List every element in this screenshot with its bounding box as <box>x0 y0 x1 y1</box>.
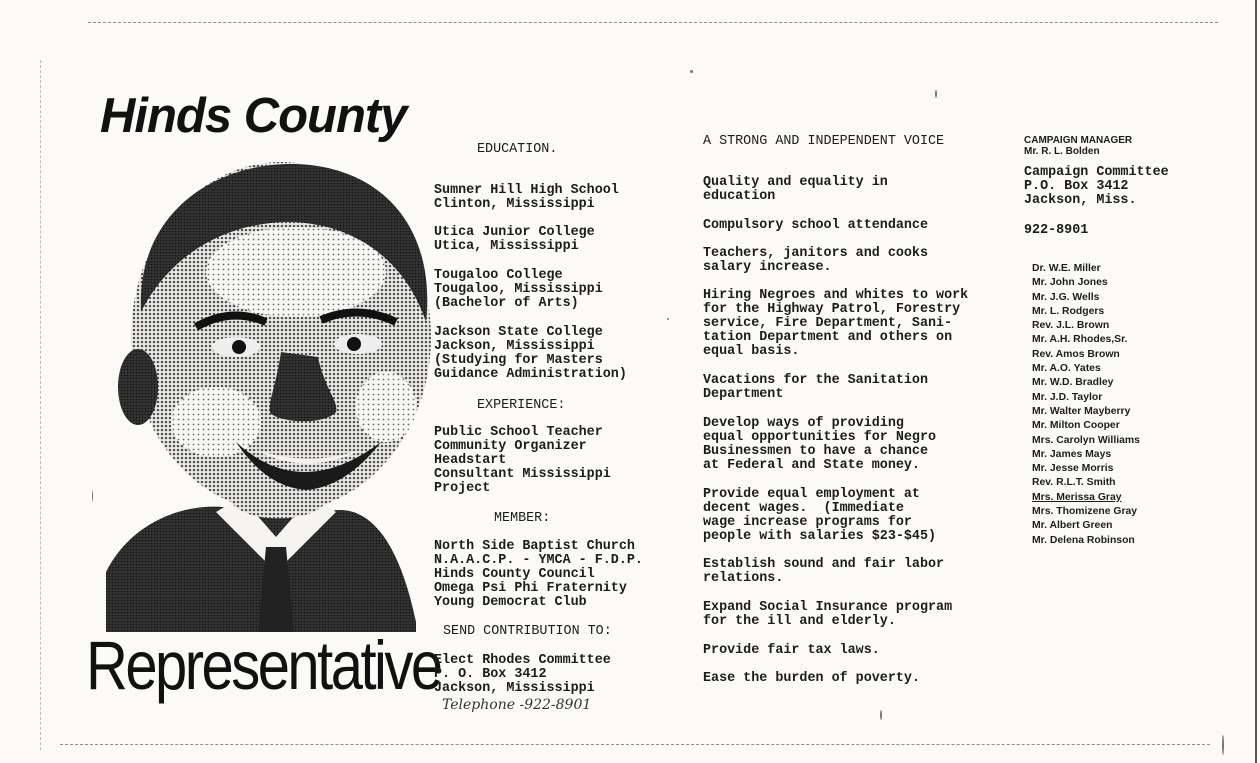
photocopy-speck <box>1222 735 1224 755</box>
contribution-heading: SEND CONTRIBUTION TO: <box>443 624 612 639</box>
platform-item: Vacations for the Sanitation Department <box>703 373 928 402</box>
committee-member: Mr. L. Rodgers <box>1032 305 1105 317</box>
page-edge-right <box>1255 0 1257 763</box>
committee-member: Mr. J.G. Wells <box>1032 291 1100 303</box>
platform-item: Provide fair tax laws. <box>703 643 880 658</box>
platform-item: Ease the burden of poverty. <box>703 671 920 686</box>
platform-item: Hiring Negroes and whites to work for the Highway Patrol, Forestry service, Fire Department, Sani- tation Department and others on equal basis. <box>703 288 969 359</box>
photocopy-speck <box>935 90 937 98</box>
committee-member: Mrs. Carolyn Williams <box>1032 434 1140 446</box>
platform-heading: A STRONG AND INDEPENDENT VOICE <box>703 134 945 149</box>
page-edge-left <box>40 60 41 750</box>
education-entry: Utica Junior College Utica, Mississippi <box>434 225 595 254</box>
photocopy-speck <box>880 710 882 720</box>
campaign-phone: 922-8901 <box>1024 223 1089 238</box>
experience-heading: EXPERIENCE: <box>477 398 566 413</box>
committee-member: Mr. Milton Cooper <box>1032 420 1120 432</box>
platform-item: Establish sound and fair labor relations. <box>703 557 945 586</box>
photocopy-speck <box>92 490 93 502</box>
member-heading: MEMBER: <box>494 511 551 526</box>
committee-member: Mr. W.D. Bradley <box>1032 377 1114 389</box>
page-edge-top <box>88 22 1218 23</box>
contribution-address: Elect Rhodes Committee P. O. Box 3412 Jackson, Mississippi <box>434 653 611 696</box>
committee-member-list <box>1032 262 1140 548</box>
committee-member: Mr. Walter Mayberry <box>1032 405 1131 417</box>
education-heading: EDUCATION. <box>477 142 558 157</box>
committee-member: Mr. Jesse Morris <box>1032 463 1114 475</box>
campaign-manager-name: Mr. R. L. Bolden <box>1024 146 1100 157</box>
platform-item: Expand Social Insurance program for the ill and elderly. <box>703 600 953 629</box>
education-entry: Tougaloo College Tougaloo, Mississippi (Bachelor of Arts) <box>434 268 603 311</box>
platform-item: Quality and equality in education <box>703 175 888 204</box>
campaign-manager-heading: CAMPAIGN MANAGER <box>1024 135 1133 146</box>
committee-member: Mrs. Merissa Gray <box>1032 491 1122 503</box>
committee-member: Mr. John Jones <box>1032 277 1108 289</box>
photocopy-speck <box>667 318 669 320</box>
platform-item: Provide equal employment at decent wages. (Immediate wage increase programs for people with salaries $23-$45) <box>703 487 937 544</box>
committee-member: Mrs. Thomizene Gray <box>1032 506 1138 518</box>
platform-item: Develop ways of providing equal opportunities for Negro Businessmen to have a chance at Federal and State money. <box>703 416 937 473</box>
campaign-manager <box>1024 135 1132 157</box>
candidate-portrait <box>96 152 436 632</box>
committee-member: Mr. James Mays <box>1032 448 1112 460</box>
committee-member: Mr. Delena Robinson <box>1032 534 1135 546</box>
committee-member: Mr. J.D. Taylor <box>1032 391 1103 403</box>
platform-item: Teachers, janitors and cooks salary increase. <box>703 246 928 275</box>
committee-member: Mr. A.O. Yates <box>1032 363 1101 375</box>
headline-bottom: Representative <box>86 627 441 704</box>
photocopy-speck <box>690 70 693 73</box>
member-list: North Side Baptist Church N.A.A.C.P. - YMCA - F.D.P. Hinds County Council Omega Psi Phi Fraternity Young Democrat Club <box>434 539 643 610</box>
handwritten-telephone: Telephone -922-8901 <box>442 697 592 713</box>
committee-member: Mr. Albert Green <box>1032 520 1113 532</box>
committee-member: Dr. W.E. Miller <box>1032 263 1101 274</box>
page-edge-bottom <box>60 744 1210 745</box>
education-entry: Sumner Hill High School Clinton, Mississippi <box>434 183 619 212</box>
committee-member: Rev. Amos Brown <box>1032 348 1120 360</box>
committee-member: Rev. R.L.T. Smith <box>1032 477 1116 489</box>
platform-item: Compulsory school attendance <box>703 218 928 233</box>
campaign-committee-address: Campaign Committee P.O. Box 3412 Jackson, Miss. <box>1024 165 1169 208</box>
committee-member: Mr. A.H. Rhodes,Sr. <box>1032 334 1128 346</box>
education-entry: Jackson State College Jackson, Mississippi (Studying for Masters Guidance Administration) <box>434 325 627 382</box>
committee-member: Rev. J.L. Brown <box>1032 320 1110 332</box>
headline-top: Hinds County <box>100 89 407 143</box>
experience-list: Public School Teacher Community Organizer Headstart Consultant Mississippi Project <box>434 425 611 496</box>
